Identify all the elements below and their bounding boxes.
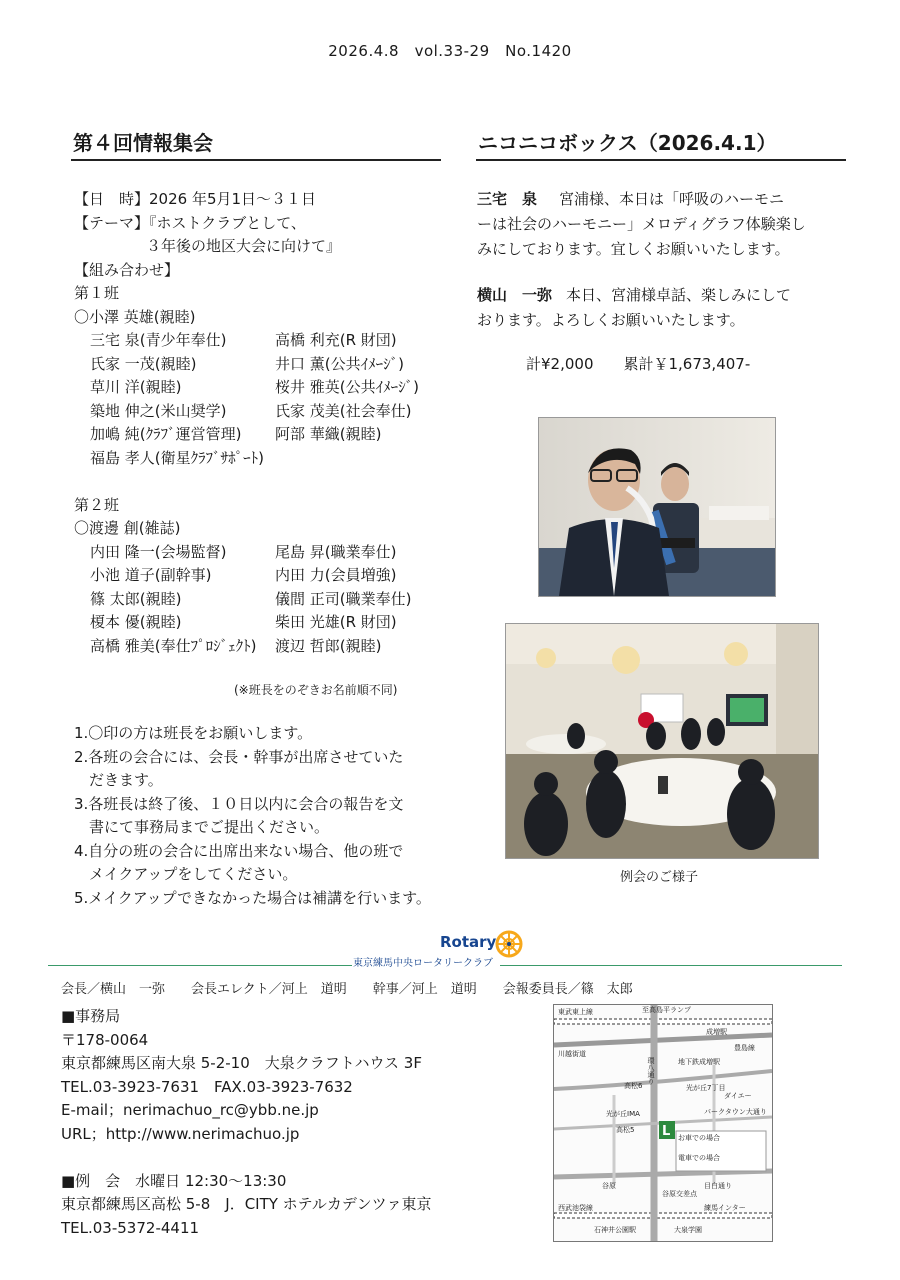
left-title: 第４回情報集会 <box>73 131 213 155</box>
member: 阿部 華織(親睦) <box>275 425 382 443</box>
entry-text: 宮浦様、本日は「呼吸のハーモニ <box>559 190 785 208</box>
list-item: 1.〇印の方は班長をお願いします。 <box>74 724 313 742</box>
group1-members <box>74 329 454 470</box>
club-name: 東京練馬中央ロータリークラブ <box>353 958 493 969</box>
group1-leader: 〇小澤 英雄(親睦) <box>74 307 196 326</box>
meeting-tel: TEL.03-5372-4411 <box>61 1218 200 1237</box>
table-row <box>90 376 454 400</box>
map-label: 練馬インター <box>704 1204 746 1212</box>
member: 篠 太郎(親睦) <box>90 589 182 608</box>
group2-leader: 〇渡邊 創(雑誌) <box>74 519 181 537</box>
niconico-entry-2 <box>477 283 847 333</box>
svg-text:L: L <box>662 1124 671 1139</box>
member: 小池 道子(副幹事) <box>90 566 212 584</box>
group2-members <box>74 541 454 659</box>
member: 尾島 昇(職業奉仕) <box>275 542 397 561</box>
meeting-photo-1 <box>538 417 776 597</box>
map-label: 目白通り <box>704 1182 732 1190</box>
right-title-rule <box>476 159 846 161</box>
meeting-address: 東京都練馬区高松 5-8 J．CITY ホテルカデンツァ東京 <box>61 1195 432 1213</box>
rotary-wordmark: Rotary <box>440 933 497 951</box>
table-row <box>90 423 454 447</box>
map-label: 豊島線 <box>734 1044 755 1052</box>
member: 築地 伸之(米山奨学) <box>90 401 227 420</box>
table-row <box>90 541 454 565</box>
map-label: 谷原交差点 <box>662 1190 697 1198</box>
officers-line: 会長／横山 一弥 会長エレクト／河上 道明 幹事／河上 道明 会報委員長／篠 太郎 <box>61 982 633 997</box>
list-item: 4.自分の班の会合に出席出来ない場合、他の班で <box>74 841 404 860</box>
member: 草川 洋(親睦) <box>90 378 182 396</box>
list-item: 3.各班長は終了後、１０日以内に会合の報告を文 <box>74 794 404 813</box>
office-email[interactable]: E-mail；nerimachuo_rc@ybb.ne.jp <box>61 1101 319 1119</box>
map-label: 西武池袋線 <box>558 1204 593 1212</box>
table-row <box>90 611 454 635</box>
niconico-entry-1 <box>477 187 847 262</box>
group1-name: 第１班 <box>74 284 120 302</box>
entry-text: 本日、宮浦様卓話、楽しみにして <box>566 286 792 304</box>
member: 福島 孝人(衛星ｸﾗﾌﾞｻﾎﾟｰﾄ) <box>90 448 264 467</box>
totals: 計¥2,000 累計￥1,673,407- <box>526 355 751 373</box>
footer-rule-left <box>48 965 352 966</box>
list-item: だきます。 <box>74 771 163 789</box>
rotary-wheel-icon <box>495 930 523 958</box>
table-row <box>90 400 454 424</box>
member: 氏家 茂美(社会奉仕) <box>275 401 412 420</box>
member: 高橋 利充(R 財団) <box>275 331 397 349</box>
member: 榎本 優(親睦) <box>90 613 182 631</box>
entry-text: おります。よろしくお願いいたします。 <box>477 311 745 329</box>
map-label: ダイエー <box>724 1092 752 1100</box>
member: 柴田 光雄(R 財団) <box>275 613 397 631</box>
list-item: 5.メイクアップできなかった場合は補講を行います。 <box>74 888 431 907</box>
member: 加嶋 純(ｸﾗﾌﾞ運営管理) <box>90 425 242 443</box>
table-row <box>90 564 454 588</box>
map-label: 石神井公園駅 <box>594 1226 636 1234</box>
member: 内田 隆一(会場監督) <box>90 542 227 561</box>
member: 氏家 一茂(親睦) <box>90 354 197 373</box>
notes-list <box>74 722 454 910</box>
photo-caption: 例会のご様子 <box>619 870 698 885</box>
meeting-photo-2 <box>505 623 819 859</box>
entry-text: ーは社会のハーモニー」メロディグラフ体験楽し <box>477 215 806 233</box>
map-label: 東武東上線 <box>558 1008 593 1016</box>
list-item: 書にて事務局までご提出ください。 <box>74 818 330 836</box>
map-label: 高松6 <box>624 1082 643 1090</box>
member: 井口 薫(公共ｲﾒｰｼﾞ) <box>275 354 404 373</box>
map-label: 光が丘IMA <box>606 1110 640 1118</box>
list-item: メイクアップをしてください。 <box>74 865 298 883</box>
group2-name: 第２班 <box>74 495 120 514</box>
theme-line1: 【テーマ】『ホストクラブとして、 <box>74 213 306 232</box>
map-label: 大泉学園 <box>674 1226 702 1234</box>
map-label: 電車での場合 <box>678 1154 720 1162</box>
theme-line2: ３年後の地区大会に向けて』 <box>146 237 342 255</box>
office-address: 東京都練馬区南大泉 5-2-10 大泉クラフトハウス 3F <box>61 1054 422 1072</box>
meeting-time: ■例 会 水曜日 12:30～13:30 <box>61 1171 287 1190</box>
table-row <box>90 635 454 659</box>
list-item: 2.各班の会合には、会長・幹事が出席させていた <box>74 747 404 766</box>
table-row <box>90 353 454 377</box>
access-map <box>553 1004 773 1242</box>
right-title: ニコニコボックス（2026.4.1） <box>478 131 777 155</box>
map-label: 成増駅 <box>706 1028 727 1036</box>
office-label: ■事務局 <box>61 1007 121 1025</box>
entry-name: 三宅 泉 <box>477 190 538 208</box>
map-label: 地下鉄成増駅 <box>678 1058 720 1066</box>
member: 高橋 雅美(奉仕ﾌﾟﾛｼﾞｪｸﾄ) <box>90 636 257 655</box>
map-label: お車での場合 <box>678 1134 720 1142</box>
photo-illustration-2 <box>506 624 818 858</box>
date-line: 【日 時】2026 年5月1日～３１日 <box>74 190 317 208</box>
order-note: (※班長をのぞきお名前順不同) <box>234 683 398 697</box>
entry-text: みにしております。宜しくお願いいたします。 <box>477 240 790 258</box>
map-label: 谷原 <box>602 1182 616 1190</box>
member: 三宅 泉(青少年奉仕) <box>90 331 227 349</box>
footer-rule-right <box>500 965 842 966</box>
photo-illustration-1 <box>539 418 775 596</box>
map-label: 環八通り <box>647 1057 655 1085</box>
combo-label: 【組み合わせ】 <box>74 260 180 279</box>
map-label: 光が丘7丁目 <box>686 1084 726 1092</box>
table-row <box>90 329 454 353</box>
map-label: 川越街道 <box>558 1050 586 1058</box>
office-tel-fax: TEL.03-3923-7631 FAX.03-3923-7632 <box>61 1077 353 1096</box>
member: 儀間 正司(職業奉仕) <box>275 589 412 608</box>
left-title-rule <box>71 159 441 161</box>
office-url[interactable]: URL；http://www.nerimachuo.jp <box>61 1124 300 1143</box>
map-label: パークタウン大通り <box>704 1108 767 1116</box>
member: 桜井 雅英(公共ｲﾒｰｼﾞ) <box>275 378 419 396</box>
entry-name: 横山 一弥 <box>477 286 553 304</box>
issue-line: 2026.4.8 vol.33-29 No.1420 <box>328 42 572 60</box>
member: 渡辺 哲郎(親睦) <box>275 636 382 655</box>
table-row <box>90 447 454 471</box>
spacer <box>74 470 454 494</box>
group-info <box>74 188 454 658</box>
office-block <box>61 1005 431 1240</box>
spacer <box>61 1146 431 1170</box>
map-label: 高松5 <box>616 1126 635 1134</box>
office-postal: 〒178-0064 <box>61 1030 149 1049</box>
member: 内田 力(会員増強) <box>275 566 397 584</box>
map-label: 至高島平ランプ <box>642 1006 691 1014</box>
table-row <box>90 588 454 612</box>
